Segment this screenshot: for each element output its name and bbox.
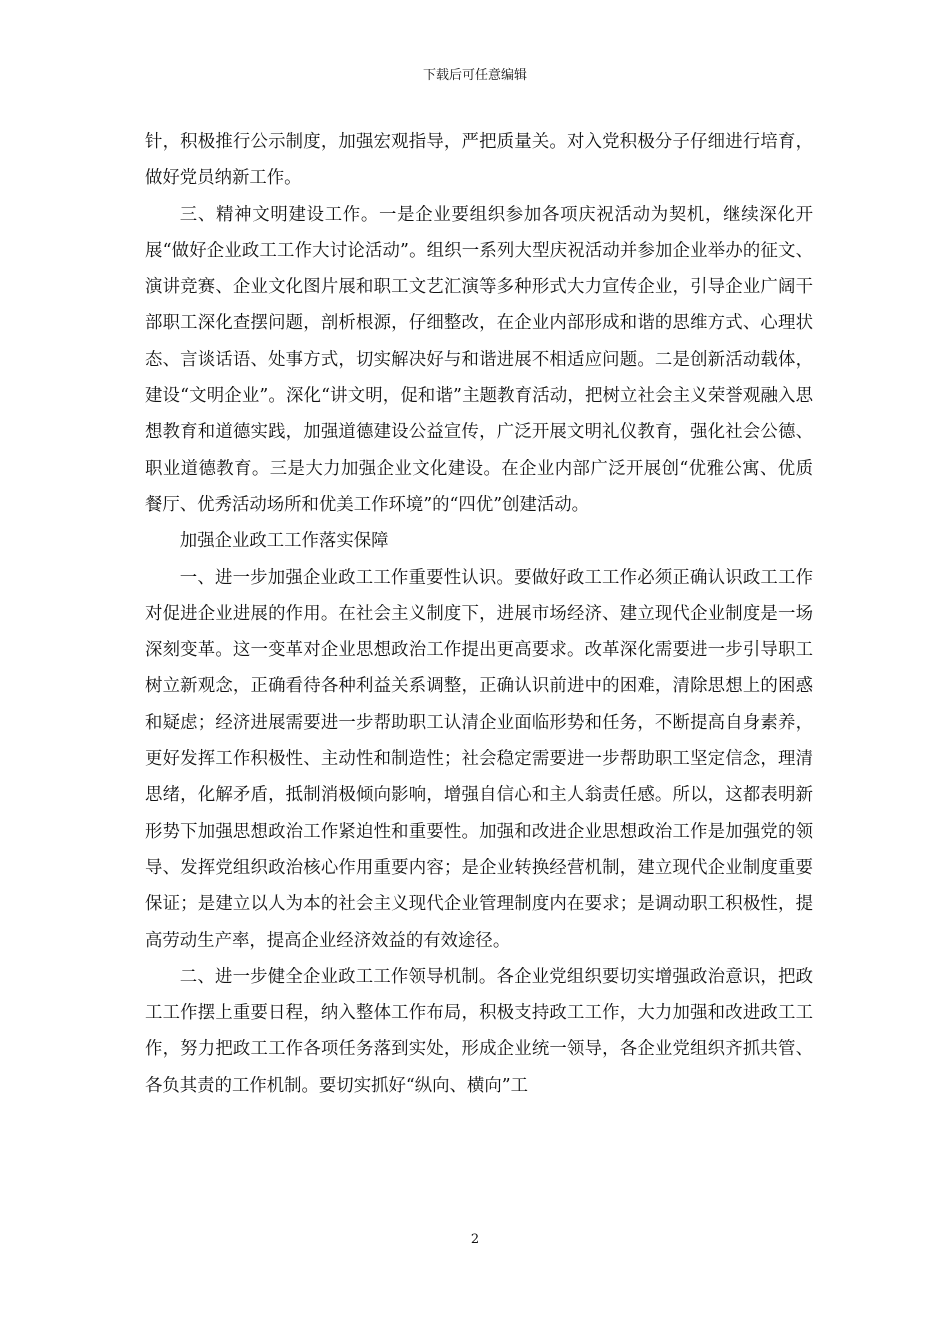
page-header: 下载后可任意编辑 [422,68,527,83]
document-body [145,124,813,1104]
section-heading: 加强企业政工工作落实保障 [179,531,389,552]
paragraph-leadership-mechanism: 二、进一步健全企业政工工作领导机制。各企业党组织要切实增强政治意识，把政工工作摆上重要日程，纳入整体工作布局，积极支持政工工作，大力加强和改进政工工作，努力把政工工作各项任务落到实处，形成企业统一领导，各企业党组织齐抓共管、各负其责的工作机制。要切实抓好“纵向、横向”工 [145,966,813,1096]
paragraph-spiritual-civilization: 三、精神文明建设工作。一是企业要组织参加各项庆祝活动为契机，继续深化开展“做好企业政工工作大讨论活动”。组织一系列大型庆祝活动并参加企业举办的征文、演讲竞赛、企业文化图片展和职工文艺汇演等多种形式大力宣传企业，引导企业广阔干部职工深化查摆问题，剖析根源，仔细整改，在企业内部形成和谐的思维方式、心理状态、言谈话语、处事方式，切实解决好与和谐进展不相适应问题。二是创新活动载体，建设“文明企业”。深化“讲文明，促和谐”主题教育活动，把树立社会主义荣誉观融入思想教育和道德实践，加强道德建设公益宣传，广泛开展文明礼仪教育，强化社会公德、职业道德教育。三是大力加强企业文化建设。在企业内部广泛开展创“优雅公寓、优质餐厅、优秀活动场所和优美工作环境”的“四优”创建活动。 [145,204,813,515]
page-number: 2 [470,1232,480,1247]
paragraph-importance: 一、进一步加强企业政工工作重要性认识。要做好政工工作必须正确认识政工工作对促进企业进展的作用。在社会主义制度下，进展市场经济、建立现代企业制度是一场深刻变革。这一变革对企业思想政治工作提出更高要求。改革深化需要进一步引导职工树立新观念，正确看待各种利益关系调整，正确认识前进中的困难，清除思想上的困惑和疑虑；经济进展需要进一步帮助职工认清企业面临形势和任务，不断提高自身素养，更好发挥工作积极性、主动性和制造性；社会稳定需要进一步帮助职工坚定信念，理清思绪，化解矛盾，抵制消极倾向影响，增强自信心和主人翁责任感。所以，这都表明新形势下加强思想政治工作紧迫性和重要性。加强和改进企业思想政治工作是加强党的领导、发挥党组织政治核心作用重要内容；是企业转换经营机制，建立现代企业制度重要保证；是建立以人为本的社会主义现代企业管理制度内在要求；是调动职工积极性，提高劳动生产率，提高企业经济效益的有效途径。 [145,567,813,951]
paragraph-continuation: 针，积极推行公示制度，加强宏观指导，严把质量关。对入党积极分子仔细进行培育，做好党员纳新工作。 [145,132,813,189]
